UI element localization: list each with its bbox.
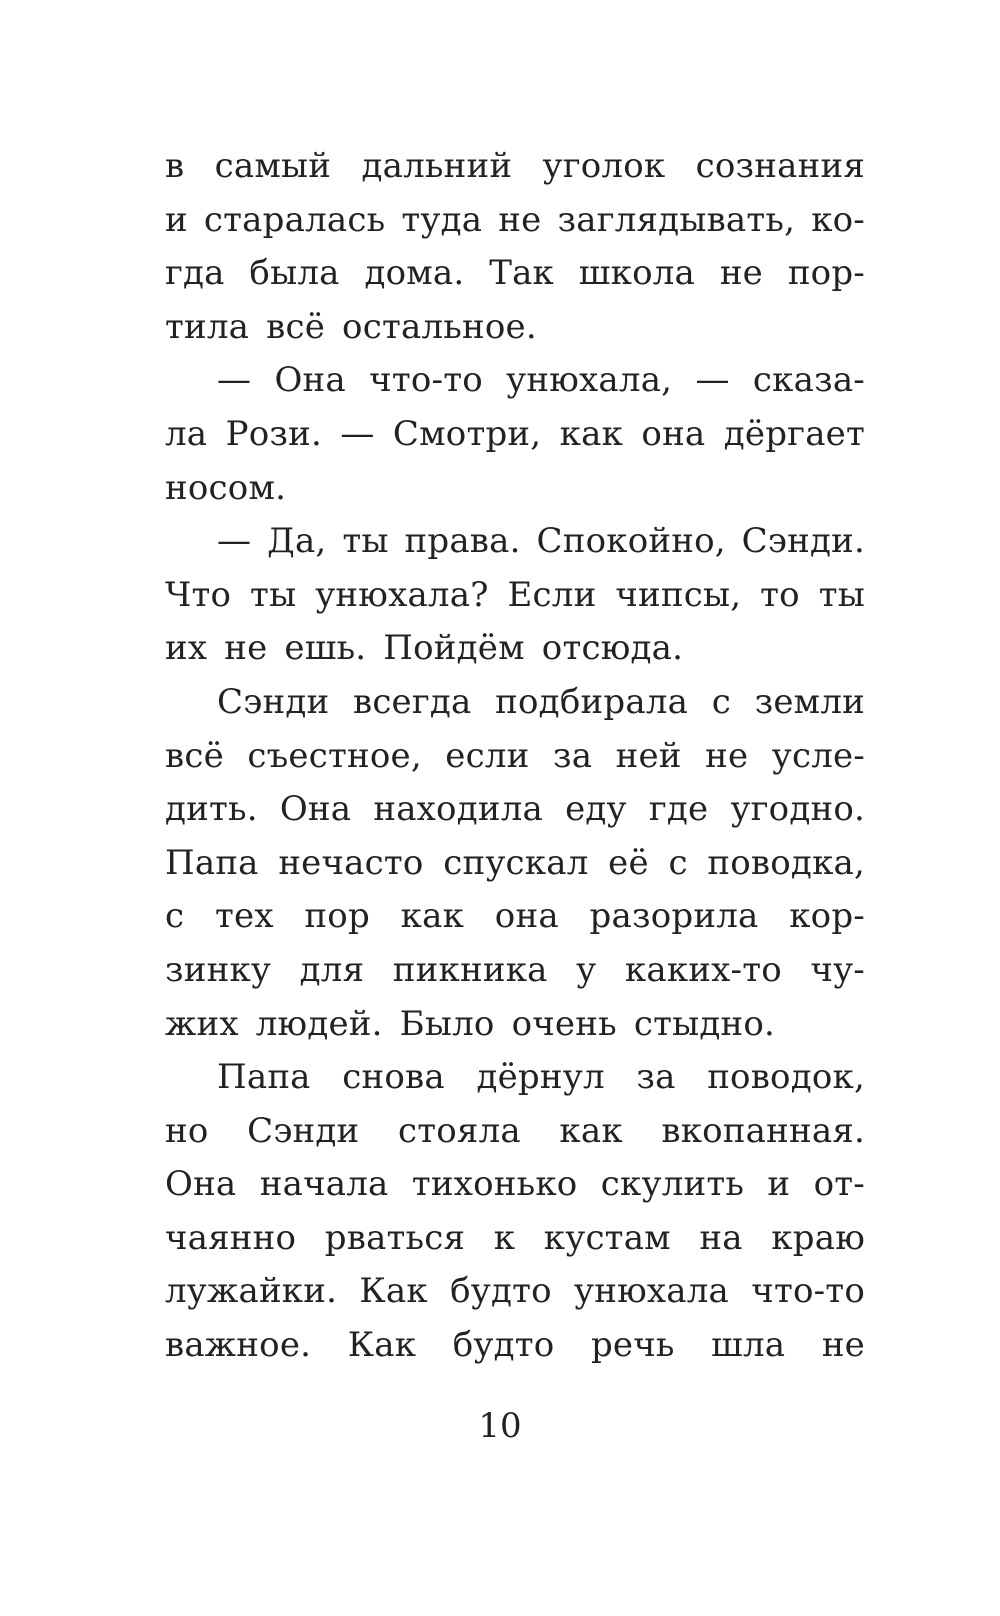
text-line: дить. Она находила еду где угодно.	[165, 789, 865, 830]
text-line: жих людей. Было очень стыдно.	[165, 1003, 776, 1044]
text-line: всё съестное, если за ней не усле-	[165, 735, 865, 776]
text-line: Папа снова дёрнул за поводок,	[217, 1057, 865, 1098]
text-line: гда была дома. Так школа не пор-	[165, 253, 865, 294]
text-line: Она начала тихонько скулить и от-	[165, 1164, 865, 1205]
text-line: важное. Как будто речь шла не	[165, 1325, 865, 1366]
page-number: 10	[478, 1406, 522, 1446]
text-line: лужайки. Как будто унюхала что-то	[165, 1271, 865, 1312]
text-line: зинку для пикника у каких-то чу-	[165, 949, 865, 990]
text-line: их не ешь. Пойдём отсюда.	[165, 628, 684, 669]
text-line: — Она что-то унюхала, — сказа-	[217, 360, 865, 401]
text-line: Сэнди всегда подбирала с земли	[217, 681, 865, 722]
text-line: с тех пор как она разорила кор-	[165, 896, 865, 937]
text-line: но Сэнди стояла как вкопанная.	[165, 1110, 865, 1151]
text-line: Что ты унюхала? Если чипсы, то ты	[165, 574, 865, 615]
text-line: ла Рози. — Смотри, как она дёргает	[165, 413, 865, 454]
body-text	[165, 140, 865, 1373]
text-line: в самый дальний уголок сознания	[165, 146, 865, 186]
text-line: носом.	[165, 467, 287, 508]
text-line: — Да, ты права. Спокойно, Сэнди.	[217, 521, 865, 562]
text-line: Папа нечасто спускал её с поводка,	[165, 842, 865, 883]
text-line: тила всё остальное.	[165, 306, 537, 347]
text-line: чаянно рваться к кустам на краю	[165, 1217, 865, 1258]
text-line: и старалась туда не заглядывать, ко-	[165, 199, 865, 240]
